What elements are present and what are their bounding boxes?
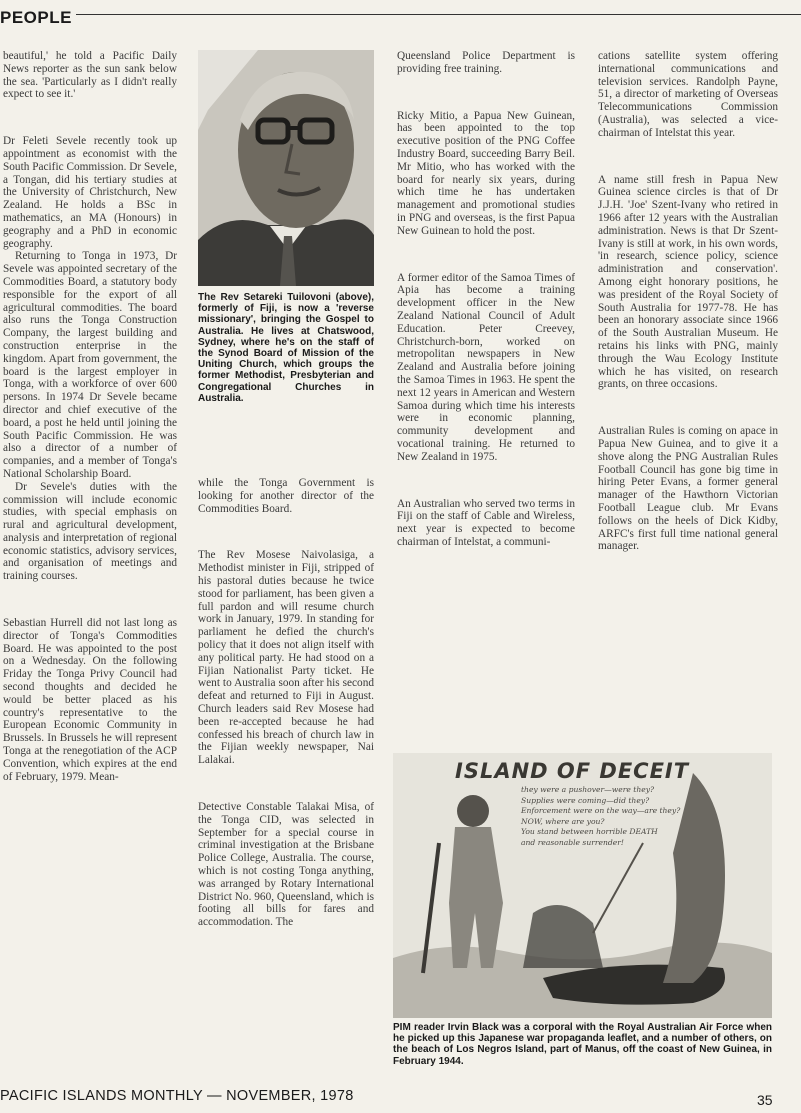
col2-paragraph-1: while the Tonga Government is looking for another director of the Commodities Board.: [198, 477, 374, 515]
footer-publication: PACIFIC ISLANDS MONTHLY — NOVEMBER, 1978: [0, 1088, 354, 1104]
col1-paragraph-4: Dr Sevele's duties with the commission will include economic studies, with special emphasis on rural and agricultural development, analysis and interpretation of regional economic statistics, advisory services, and organisation of meetings and training courses.: [3, 480, 177, 583]
col1-paragraph-1: beautiful,' he told a Pacific Daily News reporter as the sun sank below the sea. 'Particularly as I didn't really expect to see it.': [3, 50, 177, 101]
col2-paragraph-3: Detective Constable Talakai Misa, of the Tonga CID, was selected in September for a special course in criminal investigation at the Brisbane Police College, Australia. The course, which is not costing Tonga anything, was arranged by Rotary International District No. 960, Queensland, which is footing all bills for fares and accommodation. The: [198, 800, 374, 929]
col1-paragraph-2: Dr Feleti Sevele recently took up appointment as economist with the South Pacific Commission. Dr Sevele, a Tongan, did his tertiary studies at the University of Christchurch, New Zealand. He holds a BSc in mathematics, an MA (Honours) in geography and a PhD in economic geography.: [3, 135, 177, 250]
portrait-photo: [198, 50, 374, 286]
leaflet-line-4: NOW, where are you?: [521, 816, 605, 826]
leaflet-text: [521, 785, 721, 848]
col3-paragraph-4: An Australian who served two terms in Fiji on the staff of Cable and Wireless, next year is expected to become chairman of Intelstat, a communi-: [397, 497, 575, 548]
col1-paragraph-5: Sebastian Hurrell did not last long as director of Tonga's Commodities Board. He was appointed to the post on a Wednesday. On the following Friday the Tonga Privy Council had second thoughts and decided he would be better placed as his country's representative to the European Economic Community in Brussels. In Brussels he will represent Tonga at the renegotiation of the ACP Convention, which expires at the end of February, 1979. Mean-: [3, 617, 177, 783]
leaflet-line-1: they were a pushover—were they?: [521, 785, 655, 794]
col3-paragraph-1: Queensland Police Department is providing free training.: [397, 50, 575, 75]
col4-paragraph-3: Australian Rules is coming on apace in Papua New Guinea, and to give it a shove along the PNG Australian Rules Football Council has gone big time in hiring Peter Evans, a former general manager of the Hawthorn Victorian Football League club. Mr Evans follows on the heels of Dick Kidby, ARFC's first full time national general manager.: [598, 425, 778, 553]
column-1: [3, 50, 177, 1070]
column-4: [598, 50, 778, 740]
header-rule: [76, 14, 801, 15]
propaganda-leaflet-image: [393, 753, 772, 1018]
col1-paragraph-3: Returning to Tonga in 1973, Dr Sevele was appointed secretary of the Commodities Board, a statutory body responsible for the export of all agricultural commodities. The board also runs the Tonga Construction Company, the largest building and construction enterprise in the kingdom. Apart from government, the board is the largest employer in Tonga, with a workforce of over 600 persons. In 1974 Dr Sevele became director and chief executive of the board, a post he held until joining the South Pacific Commission. He was also a director of a number of companies, and a member of Tonga's National Scholarship Board.: [3, 250, 177, 480]
column-3: [397, 50, 575, 740]
leaflet-line-3: Enforcement were on the way—are they?: [521, 806, 681, 815]
col3-paragraph-3: A former editor of the Samoa Times of Apia has become a training development officer in the New Zealand National Council of Adult Education. Peter Creevey, Christchurch-born, worked on metropolitan newspapers in New Zealand and Australia before joining the Samoa Times in 1963. He spent the next 12 years in American and Western Samoa during which time his interests were in economic planning, community development and vocational training. He returned to New Zealand in 1975.: [397, 271, 575, 463]
leaflet-line-5: You stand between horrible DEATH: [521, 827, 658, 836]
leaflet-title: ISLAND OF DECEIT: [455, 759, 690, 783]
section-heading: PEOPLE: [0, 8, 72, 27]
col3-paragraph-2: Ricky Mitio, a Papua New Guinean, has been appointed to the top executive position of the PNG Coffee Industry Board, succeeding Barry Beil. Mr Mitio, who has worked with the board for nearly six years, during which time he has undertaken management and promotional studies in PNG and overseas, is the first Papua New Guinean to hold the post.: [397, 109, 575, 237]
col2-paragraph-2: The Rev Mosese Naivolasiga, a Methodist minister in Fiji, stripped of his pastoral duties because he twice stood for parliament, has been given a full pardon and will resume church work in January, 1979. In standing for parliament he defied the church's policy that it does not align itself with any political party. He had stood on a Fijian Nationalist Party ticket. He went to Australia soon after his second defeat and returned to Fiji in August. Church leaders said Rev Mosese had been re-accepted because he had confessed his breach of church law in the Fijian weekly newspaper, Nai Lalakai.: [198, 549, 374, 767]
column-2: [198, 477, 374, 1071]
portrait-illustration: [198, 50, 374, 286]
leaflet-line-6: and reasonable surrender!: [521, 837, 624, 847]
leaflet-line-2: Supplies were coming—did they?: [521, 795, 650, 805]
portrait-caption: The Rev Setareki Tuilovoni (above), formerly of Fiji, is now a 'reverse missionary', bringing the Gospel to Australia. He lives at Chatswood, Sydney, where he's on the staff of the Synod Board of Mission of the Uniting Church, which groups the former Methodist, Presbyterian and Congregational Churches in Australia.: [198, 292, 374, 404]
col4-paragraph-1: cations satellite system offering international communications and television services. Randolph Payne, 51, a director of marketing of Overseas Telecommunications Commission (Australia), was selected a vice-chairman of Intelstat this year.: [598, 50, 778, 139]
col4-paragraph-2: A name still fresh in Papua New Guinea science circles is that of Dr J.J.H. 'Joe' Szent-Ivany who retired in 1966 after 12 years with the Australian administration. News is that Dr Szent-Ivany is still at work, in his own words, 'in research, science policy, science administration and conservation'. Among eight honorary positions, he was president of the Royal Society of South Australia for 1977-78. He has been an honorary associate since 1966 of the South Australian Museum. He retains his links with PNG, mainly through the Wau Ecology Institute which he has visited, on research grants, on three occasions.: [598, 173, 778, 391]
page-number: 35: [757, 1092, 773, 1108]
leaflet-caption: PIM reader Irvin Black was a corporal with the Royal Australian Air Force when he picked up this Japanese war propaganda leaflet, and a number of others, on the beach of Los Negros Island, part of Manus, off the coast of New Guinea, in February 1944.: [393, 1022, 772, 1067]
